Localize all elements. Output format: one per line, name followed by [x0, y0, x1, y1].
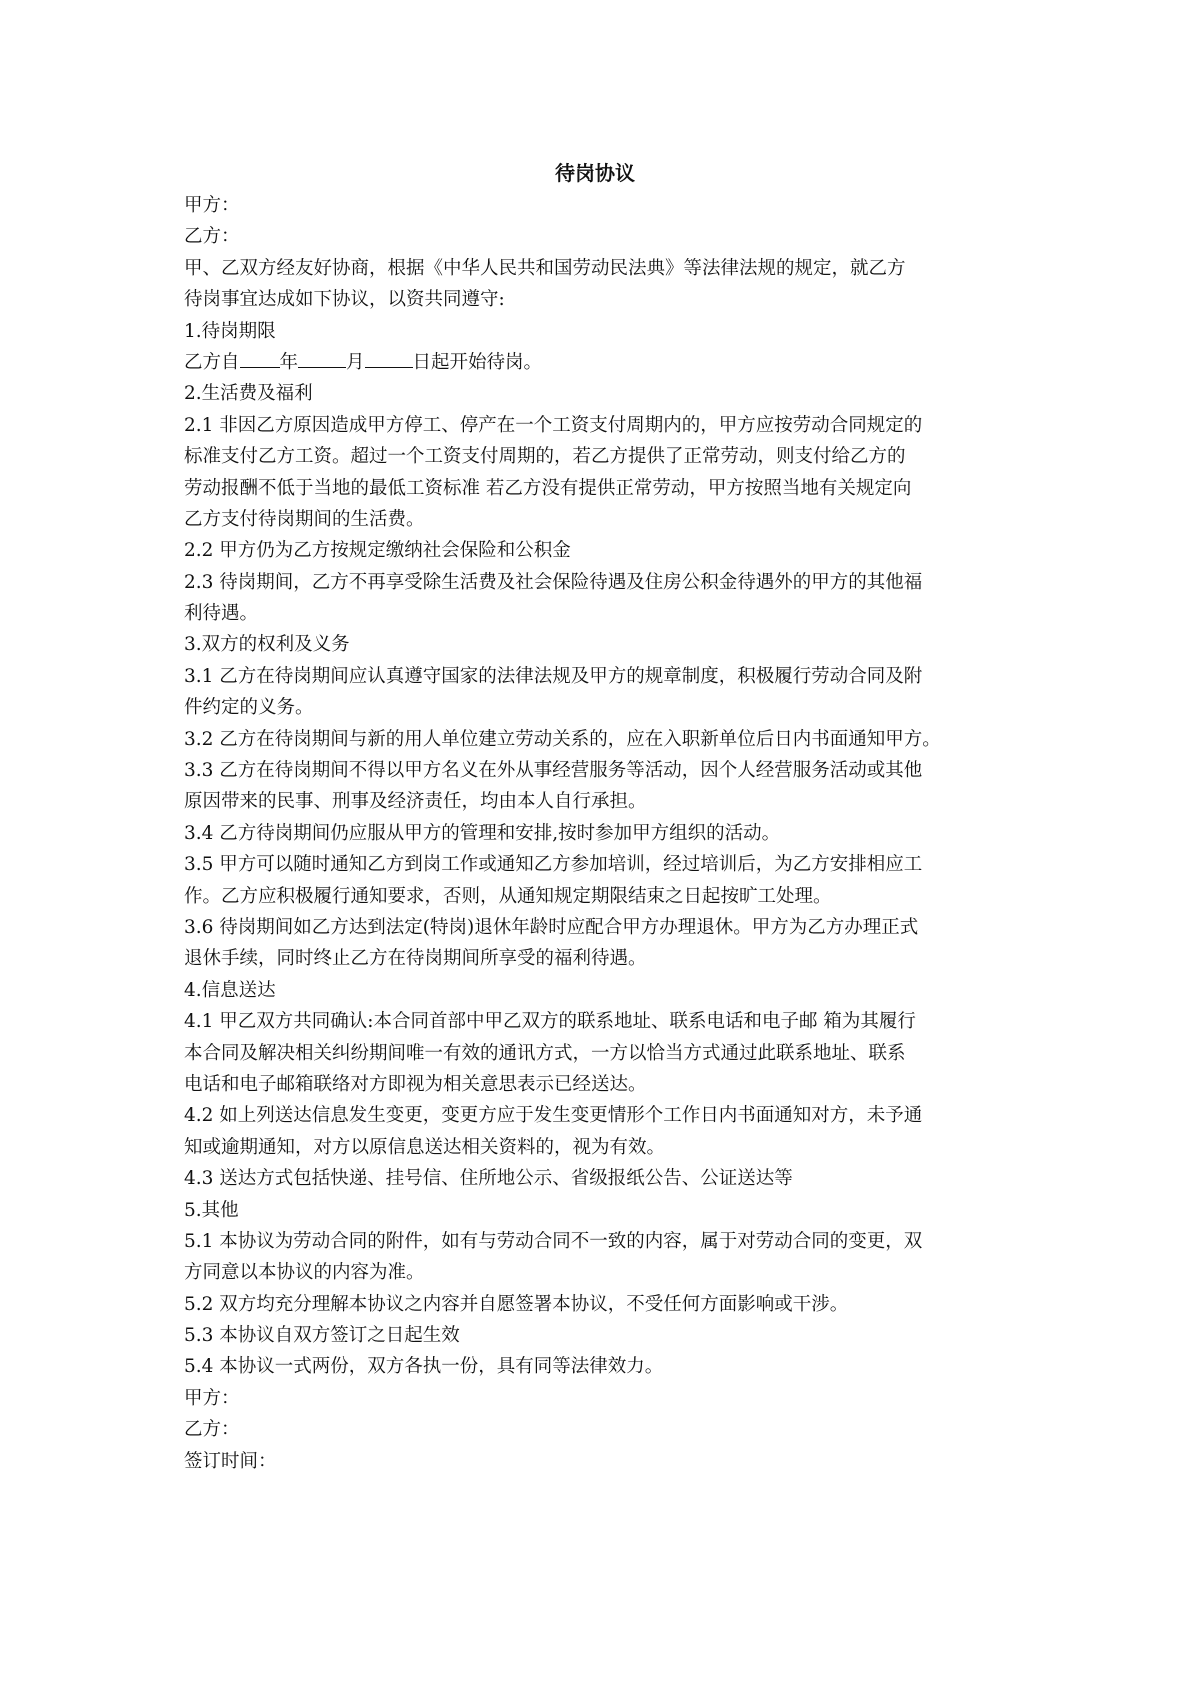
clause-4-1-line-3: 电话和电子邮箱联络对方即视为相关意思表示已经送达。: [184, 1073, 647, 1095]
signing-date: 签订时间：: [184, 1450, 277, 1472]
signature-party-b: 乙方：: [184, 1419, 240, 1441]
document-body: [184, 190, 1034, 1477]
clause-5-4: 5.4 本协议一式两份，双方各执一份，具有同等法律效力。: [184, 1356, 664, 1378]
clause-2-2: 2.2 甲方仍为乙方按规定缴纳社会保险和公积金: [184, 540, 571, 562]
signature-party-a: 甲方：: [184, 1387, 240, 1409]
clause-3-5-line-2: 作。乙方应积极履行通知要求，否则，从通知规定期限结束之日起按旷工处理。: [184, 885, 832, 907]
clause-2-1-line-4: 乙方支付待岗期间的生活费。: [184, 508, 425, 530]
clause-4-2-line-1: 4.2 如上列送达信息发生变更，变更方应于发生变更情形个工作日内书面通知对方，未予通: [184, 1105, 923, 1127]
clause-3-6-line-1: 3.6 待岗期间如乙方达到法定(特岗)退休年龄时应配合甲方办理退休。甲方为乙方办理正式: [184, 916, 919, 938]
clause-5-1-line-2: 方同意以本协议的内容为准。: [184, 1262, 425, 1284]
section-3-heading: 3.双方的权利及义务: [184, 634, 350, 656]
month-label: 月: [346, 351, 365, 373]
clause-4-1-line-2: 本合同及解决相关纠纷期间唯一有效的通讯方式，一方以恰当方式通过此联系地址、联系: [184, 1042, 906, 1064]
clause-3-2: 3.2 乙方在待岗期间与新的用人单位建立劳动关系的，应在入职新单位后日内书面通知甲方。: [184, 728, 941, 750]
intro-line-1: 甲、乙双方经友好协商，根据《中华人民共和国劳动民法典》等法律法规的规定，就乙方: [184, 257, 906, 279]
start-date-line: [184, 347, 1034, 378]
section-4-heading: 4.信息送达: [184, 979, 276, 1001]
clause-3-3-line-2: 原因带来的民事、刑事及经济责任，均由本人自行承担。: [184, 791, 647, 813]
section-2-heading: 2.生活费及福利: [184, 383, 313, 405]
day-blank: [365, 349, 413, 368]
clause-3-1-line-2: 件约定的义务。: [184, 697, 314, 719]
start-date-prefix: 乙方自: [184, 351, 240, 373]
clause-3-5-line-1: 3.5 甲方可以随时通知乙方到岗工作或通知乙方参加培训，经过培训后，为乙方安排相应工: [184, 854, 923, 876]
clause-5-1-line-1: 5.1 本协议为劳动合同的附件，如有与劳动合同不一致的内容，属于对劳动合同的变更，双: [184, 1230, 923, 1252]
clause-2-3-line-2: 利待遇。: [184, 603, 259, 625]
party-a-line: 甲方：: [184, 195, 240, 216]
clause-2-1-line-3: 劳动报酬不低于当地的最低工资标准 若乙方没有提供正常劳动，甲方按照当地有关规定向: [184, 477, 912, 499]
clause-3-1-line-1: 3.1 乙方在待岗期间应认真遵守国家的法律法规及甲方的规章制度，积极履行劳动合同及附: [184, 665, 923, 687]
start-date-suffix: 日起开始待岗。: [412, 351, 543, 373]
clause-3-4: 3.4 乙方待岗期间仍应服从甲方的管理和安排,按时参加甲方组织的活动。: [184, 822, 781, 844]
year-label: 年: [279, 351, 299, 373]
document-title: 待岗协议: [555, 161, 635, 185]
section-1-heading: 1.待岗期限: [184, 320, 276, 342]
party-b-line: 乙方：: [184, 226, 240, 248]
clause-2-1-line-2: 标准支付乙方工资。超过一个工资支付周期的，若乙方提供了正常劳动，则支付给乙方的: [184, 446, 906, 468]
section-5-heading: 5.其他: [184, 1199, 239, 1221]
clause-2-3-line-1: 2.3 待岗期间，乙方不再享受除生活费及社会保险待遇及住房公积金待遇外的甲方的其他福: [184, 571, 923, 593]
clause-4-1-line-1: 4.1 甲乙双方共同确认:本合同首部中甲乙双方的联系地址、联系电话和电子邮 箱为其履行: [184, 1011, 916, 1033]
intro-line-2: 待岗事宜达成如下协议，以资共同遵守:: [184, 289, 505, 311]
year-blank: [240, 349, 280, 368]
clause-2-1-line-1: 2.1 非因乙方原因造成甲方停工、停产在一个工资支付周期内的，甲方应按劳动合同规定的: [184, 414, 923, 436]
clause-4-2-line-2: 知或逾期通知，对方以原信息送达相关资料的，视为有效。: [184, 1136, 666, 1158]
clause-3-3-line-1: 3.3 乙方在待岗期间不得以甲方名义在外从事经营服务等活动，因个人经营服务活动或其他: [184, 760, 923, 782]
clause-4-3: 4.3 送达方式包括快递、挂号信、住所地公示、省级报纸公告、公证送达等: [184, 1168, 793, 1190]
month-blank: [298, 349, 346, 368]
clause-5-3: 5.3 本协议自双方签订之日起生效: [184, 1325, 460, 1347]
clause-5-2: 5.2 双方均充分理解本协议之内容并自愿签署本协议，不受任何方面影响或干涉。: [184, 1293, 849, 1315]
clause-3-6-line-2: 退休手续，同时终止乙方在待岗期间所享受的福利待遇。: [184, 948, 647, 970]
